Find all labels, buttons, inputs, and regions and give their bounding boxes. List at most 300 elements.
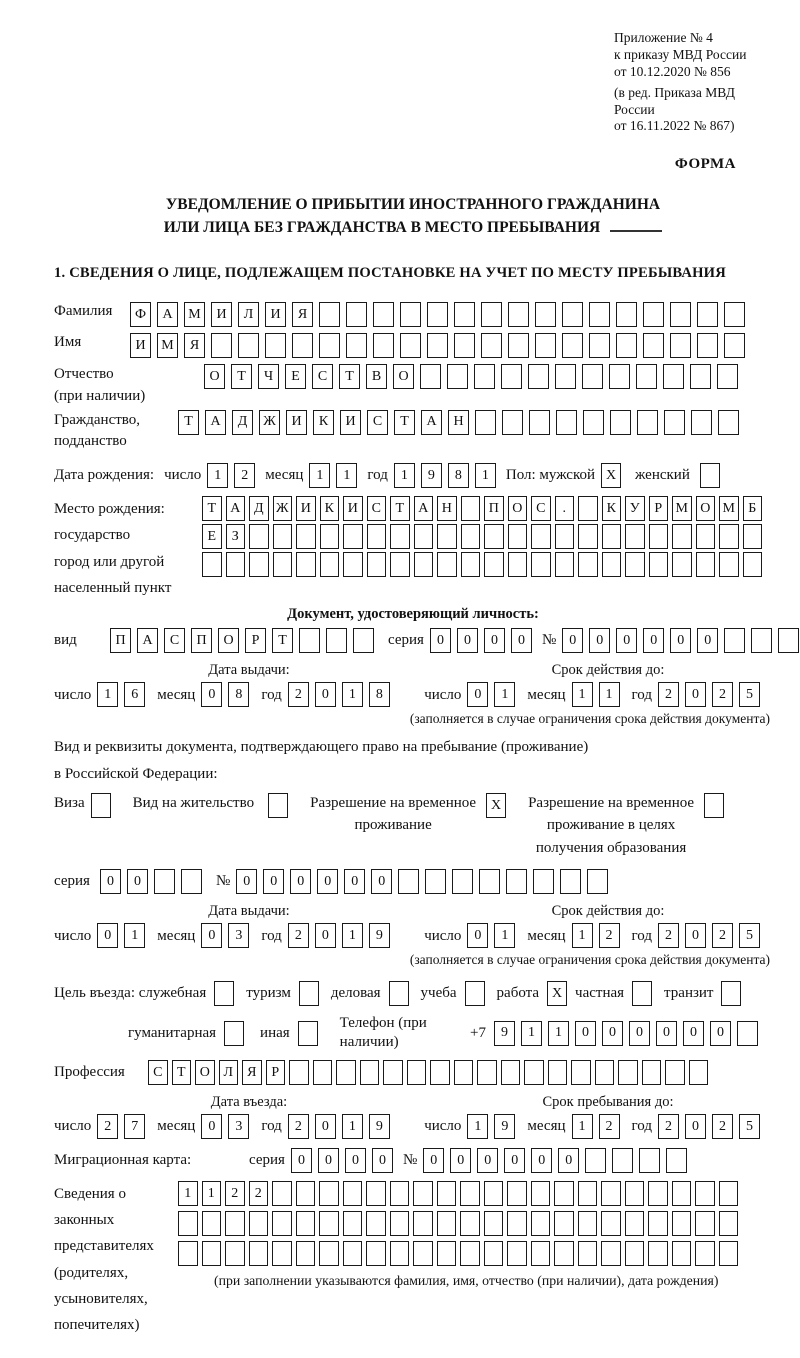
- surname-cells[interactable]: [130, 302, 745, 327]
- form-cell[interactable]: 1: [494, 923, 515, 948]
- form-cell[interactable]: [437, 552, 457, 577]
- form-cell[interactable]: 3: [228, 923, 249, 948]
- form-cell[interactable]: X: [547, 981, 567, 1006]
- form-cell[interactable]: С: [367, 496, 387, 521]
- form-cell[interactable]: 0: [629, 1021, 650, 1046]
- form-cell[interactable]: [602, 524, 622, 549]
- form-cell[interactable]: [437, 1241, 457, 1266]
- form-cell[interactable]: 0: [457, 628, 478, 653]
- form-cell[interactable]: Д: [232, 410, 253, 435]
- form-cell[interactable]: [535, 333, 556, 358]
- temp-permit-checkbox[interactable]: [486, 793, 506, 818]
- form-cell[interactable]: [390, 1211, 410, 1236]
- form-cell[interactable]: 2: [599, 923, 620, 948]
- form-cell[interactable]: [583, 410, 604, 435]
- form-cell[interactable]: [461, 552, 481, 577]
- form-cell[interactable]: Р: [266, 1060, 286, 1085]
- stay-day[interactable]: [467, 1114, 515, 1139]
- form-cell[interactable]: 0: [318, 1148, 339, 1173]
- form-cell[interactable]: [672, 524, 692, 549]
- form-cell[interactable]: [460, 1241, 480, 1266]
- form-cell[interactable]: 0: [423, 1148, 444, 1173]
- form-cell[interactable]: 7: [124, 1114, 145, 1139]
- form-cell[interactable]: 0: [467, 923, 488, 948]
- form-cell[interactable]: [507, 1241, 527, 1266]
- form-cell[interactable]: 0: [504, 1148, 525, 1173]
- form-cell[interactable]: Л: [219, 1060, 239, 1085]
- form-cell[interactable]: [249, 1211, 269, 1236]
- form-cell[interactable]: 0: [670, 628, 691, 653]
- birthplace-cells-row3[interactable]: [202, 552, 762, 577]
- form-cell[interactable]: [320, 524, 340, 549]
- form-cell[interactable]: И: [211, 302, 232, 327]
- form-cell[interactable]: [695, 1211, 715, 1236]
- form-cell[interactable]: [273, 552, 293, 577]
- form-cell[interactable]: [425, 869, 446, 894]
- form-cell[interactable]: [554, 1241, 574, 1266]
- form-cell[interactable]: [320, 552, 340, 577]
- form-cell[interactable]: 1: [394, 463, 415, 488]
- form-cell[interactable]: 0: [531, 1148, 552, 1173]
- form-cell[interactable]: [535, 302, 556, 327]
- form-cell[interactable]: 5: [739, 682, 760, 707]
- form-cell[interactable]: [555, 524, 575, 549]
- iddoc-issue-day[interactable]: [97, 682, 145, 707]
- form-cell[interactable]: [202, 1211, 222, 1236]
- form-cell[interactable]: О: [393, 364, 414, 389]
- form-cell[interactable]: [719, 1211, 739, 1236]
- form-cell[interactable]: 2: [288, 1114, 309, 1139]
- form-cell[interactable]: 0: [263, 869, 284, 894]
- form-cell[interactable]: 0: [616, 628, 637, 653]
- form-cell[interactable]: 0: [575, 1021, 596, 1046]
- form-cell[interactable]: [326, 628, 347, 653]
- form-cell[interactable]: .: [555, 496, 575, 521]
- form-cell[interactable]: У: [625, 496, 645, 521]
- form-cell[interactable]: Р: [649, 496, 669, 521]
- purpose-humanitarian-checkbox[interactable]: [224, 1021, 244, 1046]
- form-cell[interactable]: О: [218, 628, 239, 653]
- sex-male-checkbox[interactable]: [601, 463, 621, 488]
- form-cell[interactable]: О: [696, 496, 716, 521]
- form-cell[interactable]: С: [367, 410, 388, 435]
- form-cell[interactable]: 0: [430, 628, 451, 653]
- form-cell[interactable]: [400, 302, 421, 327]
- form-cell[interactable]: [625, 1181, 645, 1206]
- form-cell[interactable]: Т: [272, 628, 293, 653]
- form-cell[interactable]: 1: [572, 1114, 593, 1139]
- form-cell[interactable]: [343, 1241, 363, 1266]
- form-cell[interactable]: [461, 496, 481, 521]
- form-cell[interactable]: П: [110, 628, 131, 653]
- form-cell[interactable]: И: [340, 410, 361, 435]
- form-cell[interactable]: 1: [336, 463, 357, 488]
- form-cell[interactable]: Я: [292, 302, 313, 327]
- form-cell[interactable]: М: [157, 333, 178, 358]
- form-cell[interactable]: [420, 364, 441, 389]
- form-cell[interactable]: [670, 333, 691, 358]
- form-cell[interactable]: [430, 1060, 450, 1085]
- form-cell[interactable]: 1: [494, 682, 515, 707]
- form-cell[interactable]: [484, 524, 504, 549]
- form-cell[interactable]: [554, 1181, 574, 1206]
- form-cell[interactable]: [648, 1211, 668, 1236]
- form-cell[interactable]: [296, 1241, 316, 1266]
- form-cell[interactable]: [224, 1021, 244, 1046]
- form-cell[interactable]: [346, 302, 367, 327]
- permit-issue-day[interactable]: [97, 923, 145, 948]
- form-cell[interactable]: [343, 552, 363, 577]
- form-cell[interactable]: [529, 410, 550, 435]
- form-cell[interactable]: С: [312, 364, 333, 389]
- form-cell[interactable]: [589, 333, 610, 358]
- form-cell[interactable]: [743, 524, 763, 549]
- form-cell[interactable]: [367, 524, 387, 549]
- form-cell[interactable]: Е: [285, 364, 306, 389]
- form-cell[interactable]: 0: [484, 628, 505, 653]
- form-cell[interactable]: [202, 1241, 222, 1266]
- form-cell[interactable]: [353, 628, 374, 653]
- form-cell[interactable]: [585, 1148, 606, 1173]
- form-cell[interactable]: [484, 1181, 504, 1206]
- form-cell[interactable]: [625, 1211, 645, 1236]
- form-cell[interactable]: [508, 552, 528, 577]
- form-cell[interactable]: [413, 1241, 433, 1266]
- form-cell[interactable]: [346, 333, 367, 358]
- form-cell[interactable]: [643, 302, 664, 327]
- form-cell[interactable]: [272, 1211, 292, 1236]
- birth-year-cells[interactable]: [394, 463, 496, 488]
- residence-checkbox[interactable]: [268, 793, 288, 818]
- form-cell[interactable]: [508, 302, 529, 327]
- form-cell[interactable]: 1: [309, 463, 330, 488]
- form-cell[interactable]: [413, 1181, 433, 1206]
- form-cell[interactable]: [299, 981, 319, 1006]
- form-cell[interactable]: [610, 410, 631, 435]
- form-cell[interactable]: Т: [394, 410, 415, 435]
- form-cell[interactable]: М: [184, 302, 205, 327]
- migration-series-cells[interactable]: [291, 1148, 393, 1173]
- form-cell[interactable]: [531, 524, 551, 549]
- form-cell[interactable]: 0: [710, 1021, 731, 1046]
- form-cell[interactable]: 2: [288, 682, 309, 707]
- form-cell[interactable]: [670, 302, 691, 327]
- form-cell[interactable]: [554, 1211, 574, 1236]
- form-cell[interactable]: [319, 333, 340, 358]
- sex-female-checkbox[interactable]: [700, 463, 720, 488]
- purpose-private-checkbox[interactable]: [632, 981, 652, 1006]
- form-cell[interactable]: [437, 524, 457, 549]
- form-cell[interactable]: [639, 1148, 660, 1173]
- form-cell[interactable]: [268, 793, 288, 818]
- form-cell[interactable]: [502, 410, 523, 435]
- form-cell[interactable]: [366, 1181, 386, 1206]
- form-cell[interactable]: [562, 302, 583, 327]
- form-cell[interactable]: Т: [390, 496, 410, 521]
- form-cell[interactable]: X: [601, 463, 621, 488]
- form-cell[interactable]: [343, 524, 363, 549]
- form-cell[interactable]: [524, 1060, 544, 1085]
- form-cell[interactable]: 1: [202, 1181, 222, 1206]
- form-cell[interactable]: 0: [344, 869, 365, 894]
- form-cell[interactable]: [249, 1241, 269, 1266]
- iddoc-number-cells[interactable]: [562, 628, 800, 653]
- iddoc-type-cells[interactable]: [110, 628, 374, 653]
- form-cell[interactable]: [319, 1211, 339, 1236]
- form-cell[interactable]: [413, 1211, 433, 1236]
- form-cell[interactable]: [390, 1181, 410, 1206]
- form-cell[interactable]: [642, 1060, 662, 1085]
- form-cell[interactable]: [461, 524, 481, 549]
- form-cell[interactable]: [696, 524, 716, 549]
- form-cell[interactable]: [609, 364, 630, 389]
- form-cell[interactable]: [625, 1241, 645, 1266]
- form-cell[interactable]: 1: [599, 682, 620, 707]
- form-cell[interactable]: [531, 1241, 551, 1266]
- form-cell[interactable]: 1: [124, 923, 145, 948]
- form-cell[interactable]: 0: [372, 1148, 393, 1173]
- form-cell[interactable]: [533, 869, 554, 894]
- form-cell[interactable]: 0: [201, 682, 222, 707]
- form-cell[interactable]: [460, 1181, 480, 1206]
- form-cell[interactable]: В: [366, 364, 387, 389]
- form-cell[interactable]: [479, 869, 500, 894]
- form-cell[interactable]: [582, 364, 603, 389]
- form-cell[interactable]: 2: [658, 923, 679, 948]
- permit-expiry-month[interactable]: [572, 923, 620, 948]
- permit-number-cells[interactable]: [236, 869, 608, 894]
- citizenship-cells[interactable]: [178, 410, 739, 435]
- form-cell[interactable]: С: [531, 496, 551, 521]
- form-cell[interactable]: О: [508, 496, 528, 521]
- form-cell[interactable]: [313, 1060, 333, 1085]
- form-cell[interactable]: [637, 410, 658, 435]
- form-cell[interactable]: [587, 869, 608, 894]
- form-cell[interactable]: [589, 302, 610, 327]
- form-cell[interactable]: [778, 628, 799, 653]
- form-cell[interactable]: [616, 302, 637, 327]
- form-cell[interactable]: И: [130, 333, 151, 358]
- form-cell[interactable]: 0: [685, 682, 706, 707]
- iddoc-expiry-month[interactable]: [572, 682, 620, 707]
- form-cell[interactable]: [484, 552, 504, 577]
- form-cell[interactable]: [616, 333, 637, 358]
- form-cell[interactable]: 0: [450, 1148, 471, 1173]
- form-cell[interactable]: [578, 552, 598, 577]
- form-cell[interactable]: Р: [245, 628, 266, 653]
- form-cell[interactable]: [648, 1181, 668, 1206]
- form-cell[interactable]: [665, 1060, 685, 1085]
- form-cell[interactable]: [531, 552, 551, 577]
- form-cell[interactable]: 0: [511, 628, 532, 653]
- form-cell[interactable]: [336, 1060, 356, 1085]
- form-cell[interactable]: [601, 1181, 621, 1206]
- birthplace-cells-row1[interactable]: [202, 496, 762, 521]
- form-cell[interactable]: [724, 302, 745, 327]
- form-cell[interactable]: [672, 552, 692, 577]
- patronymic-cells[interactable]: [204, 364, 738, 389]
- form-cell[interactable]: 0: [317, 869, 338, 894]
- form-cell[interactable]: [484, 1241, 504, 1266]
- form-cell[interactable]: [719, 552, 739, 577]
- form-cell[interactable]: 2: [599, 1114, 620, 1139]
- form-cell[interactable]: [360, 1060, 380, 1085]
- form-cell[interactable]: [751, 628, 772, 653]
- form-cell[interactable]: А: [414, 496, 434, 521]
- form-cell[interactable]: 0: [602, 1021, 623, 1046]
- form-cell[interactable]: [366, 1211, 386, 1236]
- form-cell[interactable]: [407, 1060, 427, 1085]
- purpose-other-checkbox[interactable]: [298, 1021, 318, 1046]
- form-cell[interactable]: [506, 869, 527, 894]
- form-cell[interactable]: [531, 1211, 551, 1236]
- form-cell[interactable]: [202, 552, 222, 577]
- form-cell[interactable]: [632, 981, 652, 1006]
- stay-month[interactable]: [572, 1114, 620, 1139]
- form-cell[interactable]: [272, 1181, 292, 1206]
- form-cell[interactable]: А: [421, 410, 442, 435]
- form-cell[interactable]: [602, 552, 622, 577]
- form-cell[interactable]: [501, 364, 522, 389]
- form-cell[interactable]: [481, 302, 502, 327]
- form-cell[interactable]: Н: [448, 410, 469, 435]
- form-cell[interactable]: [389, 981, 409, 1006]
- form-cell[interactable]: Н: [437, 496, 457, 521]
- form-cell[interactable]: [695, 1241, 715, 1266]
- permit-series-cells[interactable]: [100, 869, 202, 894]
- form-cell[interactable]: [454, 1060, 474, 1085]
- form-cell[interactable]: [181, 869, 202, 894]
- profession-cells[interactable]: [148, 1060, 708, 1085]
- form-cell[interactable]: [289, 1060, 309, 1085]
- form-cell[interactable]: Т: [178, 410, 199, 435]
- entry-year[interactable]: [288, 1114, 390, 1139]
- form-cell[interactable]: [719, 1241, 739, 1266]
- form-cell[interactable]: С: [164, 628, 185, 653]
- iddoc-expiry-year[interactable]: [658, 682, 760, 707]
- form-cell[interactable]: 1: [97, 682, 118, 707]
- form-cell[interactable]: 0: [685, 923, 706, 948]
- form-cell[interactable]: 0: [315, 1114, 336, 1139]
- form-cell[interactable]: Я: [242, 1060, 262, 1085]
- form-cell[interactable]: Ж: [259, 410, 280, 435]
- form-cell[interactable]: [719, 524, 739, 549]
- form-cell[interactable]: [737, 1021, 758, 1046]
- form-cell[interactable]: 2: [658, 682, 679, 707]
- form-cell[interactable]: [743, 552, 763, 577]
- form-cell[interactable]: 1: [178, 1181, 198, 1206]
- form-cell[interactable]: 0: [290, 869, 311, 894]
- form-cell[interactable]: 2: [225, 1181, 245, 1206]
- form-cell[interactable]: [689, 1060, 709, 1085]
- form-cell[interactable]: [578, 524, 598, 549]
- form-cell[interactable]: [636, 364, 657, 389]
- form-cell[interactable]: [298, 1021, 318, 1046]
- form-cell[interactable]: 0: [562, 628, 583, 653]
- form-cell[interactable]: 5: [739, 923, 760, 948]
- visa-checkbox[interactable]: [91, 793, 111, 818]
- temp-edu-permit-checkbox[interactable]: [704, 793, 724, 818]
- form-cell[interactable]: Ф: [130, 302, 151, 327]
- purpose-tourism-checkbox[interactable]: [299, 981, 319, 1006]
- entry-month[interactable]: [201, 1114, 249, 1139]
- form-cell[interactable]: Ч: [258, 364, 279, 389]
- purpose-study-checkbox[interactable]: [465, 981, 485, 1006]
- form-cell[interactable]: 0: [127, 869, 148, 894]
- form-cell[interactable]: Т: [339, 364, 360, 389]
- form-cell[interactable]: 0: [683, 1021, 704, 1046]
- form-cell[interactable]: [501, 1060, 521, 1085]
- form-cell[interactable]: [484, 1211, 504, 1236]
- form-cell[interactable]: [398, 869, 419, 894]
- form-cell[interactable]: Т: [202, 496, 222, 521]
- iddoc-series-cells[interactable]: [430, 628, 532, 653]
- form-cell[interactable]: [437, 1181, 457, 1206]
- form-cell[interactable]: [531, 1181, 551, 1206]
- form-cell[interactable]: [91, 793, 111, 818]
- form-cell[interactable]: 0: [685, 1114, 706, 1139]
- form-cell[interactable]: [214, 981, 234, 1006]
- form-cell[interactable]: С: [148, 1060, 168, 1085]
- form-cell[interactable]: [390, 552, 410, 577]
- form-cell[interactable]: [373, 333, 394, 358]
- form-cell[interactable]: 5: [739, 1114, 760, 1139]
- form-cell[interactable]: 9: [494, 1021, 515, 1046]
- form-cell[interactable]: [452, 869, 473, 894]
- form-cell[interactable]: [238, 333, 259, 358]
- iddoc-issue-month[interactable]: [201, 682, 249, 707]
- purpose-delovaya-checkbox[interactable]: [389, 981, 409, 1006]
- form-cell[interactable]: [447, 364, 468, 389]
- form-cell[interactable]: П: [191, 628, 212, 653]
- form-cell[interactable]: [454, 333, 475, 358]
- form-cell[interactable]: [724, 628, 745, 653]
- form-cell[interactable]: А: [137, 628, 158, 653]
- purpose-work-checkbox[interactable]: [547, 981, 567, 1006]
- form-cell[interactable]: 2: [234, 463, 255, 488]
- form-cell[interactable]: [601, 1241, 621, 1266]
- form-cell[interactable]: 0: [315, 923, 336, 948]
- form-cell[interactable]: [571, 1060, 591, 1085]
- form-cell[interactable]: К: [602, 496, 622, 521]
- purpose-business-checkbox[interactable]: [214, 981, 234, 1006]
- form-cell[interactable]: Т: [231, 364, 252, 389]
- form-cell[interactable]: [265, 333, 286, 358]
- form-cell[interactable]: [625, 552, 645, 577]
- form-cell[interactable]: Е: [202, 524, 222, 549]
- form-cell[interactable]: [649, 552, 669, 577]
- form-cell[interactable]: Т: [172, 1060, 192, 1085]
- purpose-transit-checkbox[interactable]: [721, 981, 741, 1006]
- form-cell[interactable]: [319, 302, 340, 327]
- permit-issue-year[interactable]: [288, 923, 390, 948]
- form-cell[interactable]: Д: [249, 496, 269, 521]
- form-cell[interactable]: И: [296, 496, 316, 521]
- form-cell[interactable]: О: [195, 1060, 215, 1085]
- form-cell[interactable]: [691, 410, 712, 435]
- phone-cells[interactable]: [494, 1021, 758, 1046]
- form-cell[interactable]: 2: [712, 682, 733, 707]
- stay-year[interactable]: [658, 1114, 760, 1139]
- form-cell[interactable]: 1: [475, 463, 496, 488]
- form-cell[interactable]: [343, 1211, 363, 1236]
- form-cell[interactable]: [578, 1211, 598, 1236]
- form-cell[interactable]: X: [486, 793, 506, 818]
- form-cell[interactable]: 0: [656, 1021, 677, 1046]
- form-cell[interactable]: 0: [201, 923, 222, 948]
- form-cell[interactable]: М: [672, 496, 692, 521]
- form-cell[interactable]: 0: [345, 1148, 366, 1173]
